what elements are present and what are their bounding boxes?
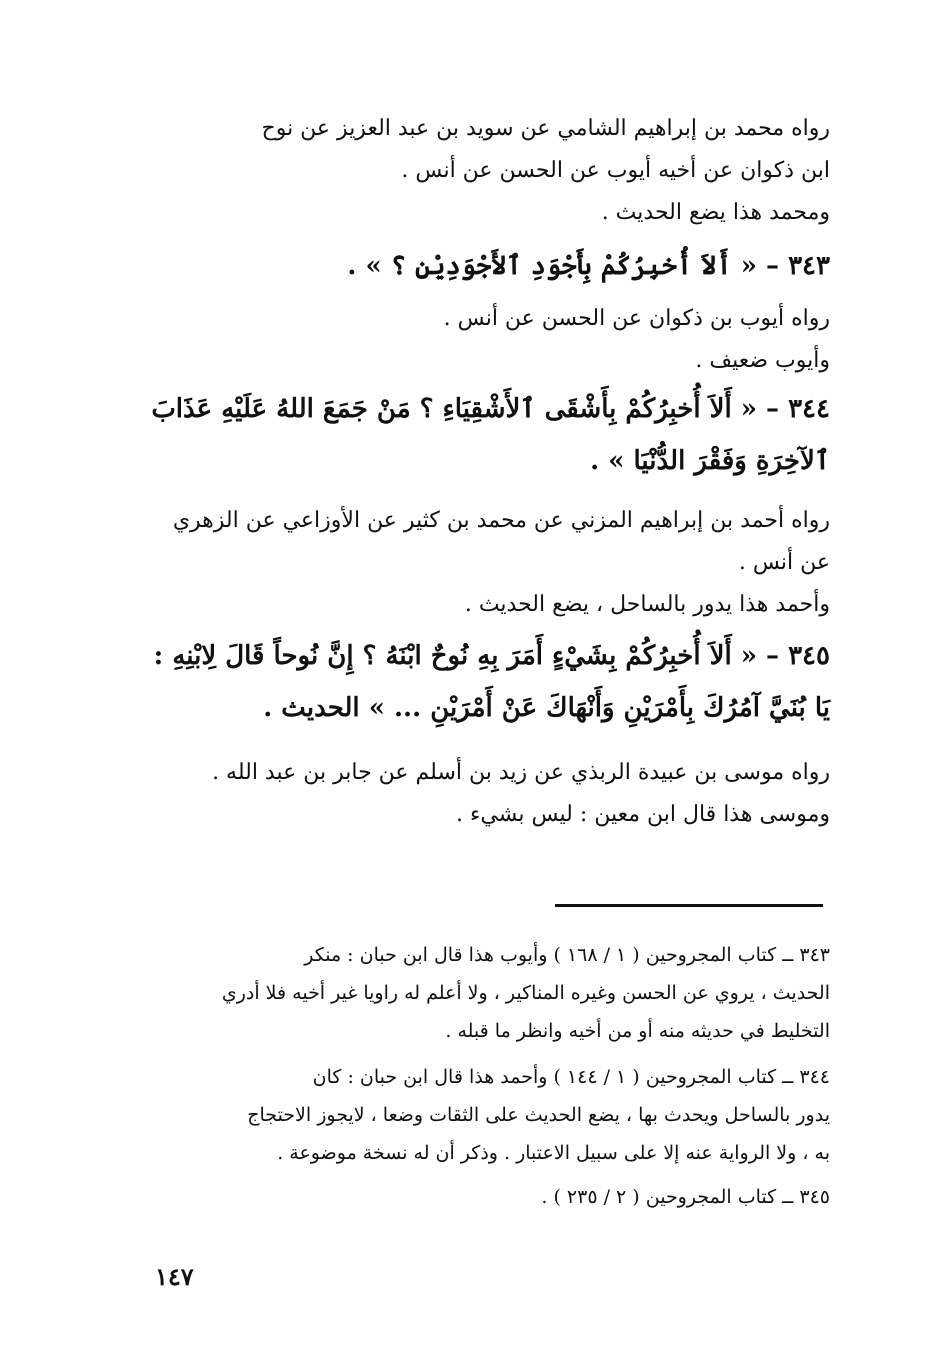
text-line: ابن ذكوان عن أخيه أيوب عن الحسن عن أنس . [401,158,830,183]
narration-block-3 [150,500,830,626]
footnote-line: ٣٤٥ ــ كتاب المجروحين ( ٢ / ٢٣٥ ) . [541,1186,830,1208]
text-line: وموسى هذا قال ابن معين : ليس بشيء . [456,802,830,827]
footnote-line: ٣٤٣ ــ كتاب المجروحين ( ١ / ١٦٨ ) وأيوب هذا قال ابن حبان : منكر [304,944,830,966]
text-line: عن أنس . [738,550,830,575]
footnote-343 [150,936,830,1050]
narration-block-2 [150,298,830,382]
narration-block-1 [150,108,830,234]
hadith-line: يَا بُنَيَّ آمُرُكَ بِأَمْرَيْنِ وَأَنْهَاكَ عَنْ أَمْرَيْنِ ... » الحديث . [263,693,830,723]
hadith-line: ٣٤٤ – « أَلاَ أُخبِرُكُمْ بِأَشْقَى ٱلأَشْقِيَاءِ ؟ مَنْ جَمَعَ اللهُ عَلَيْهِ عَذَابَ [151,394,830,424]
hadith-344 [150,383,830,487]
footnote-line: التخليط في حديثه منه أو من أخيه وانظر ما قبله . [445,1020,830,1042]
text-line: ومحمد هذا يضع الحديث . [601,200,830,225]
hadith-345 [150,630,830,734]
footnote-line: يدور بالساحل ويحدث بها ، يضع الحديث على الثقات وضعا ، لايجوز الاحتجاج [247,1104,830,1126]
text-line: رواه محمد بن إبراهيم الشامي عن سويد بن عبد العزيز عن نوح [261,116,830,141]
hadith-line: ٣٤٥ – « أَلاَ أُخبِرُكُمْ بِشَيْءٍ أَمَرَ بِهِ نُوحٌ ابْنَهُ ؟ إِنَّ نُوحاً قَالَ لِابْنِهِ : [153,641,830,671]
text-line: وأحمد هذا يدور بالساحل ، يضع الحديث . [464,592,830,617]
text-line: وأيوب ضعيف . [695,348,830,373]
text-line: رواه موسى بن عبيدة الربذي عن زيد بن أسلم عن جابر بن عبد الله . [212,760,830,785]
footnote-345 [150,1178,830,1216]
hadith-343 [150,240,830,292]
text-line: رواه أحمد بن إبراهيم المزني عن محمد بن كثير عن الأوزاعي عن الزهري [172,508,830,533]
hadith-line: ٱلآخِرَةِ وَفَقْرَ الدُّنْيَا » . [590,446,830,476]
footnote-divider [555,904,823,907]
page-number: ١٤٧ [155,1262,194,1291]
hadith-line: ٣٤٣ – « أَلاَ أُخبِرُكُمْ بِأَجْوَدِ ٱلأَجْوَدِيْنِ ؟ » . [347,251,830,281]
footnote-line: الحديث ، يروي عن الحسن وغيره المناكير ، ولا أعلم له راويا غير أخيه فلا أدري [221,982,830,1004]
footnote-line: ٣٤٤ ــ كتاب المجروحين ( ١ / ١٤٤ ) وأحمد هذا قال ابن حبان : كان [312,1066,830,1088]
text-line: رواه أيوب بن ذكوان عن الحسن عن أنس . [443,306,830,331]
footnote-line: به ، ولا الرواية عنه إلا على سبيل الاعتبار . وذكر أن له نسخة موضوعة . [277,1142,830,1164]
narration-block-4 [150,752,830,836]
footnote-344 [150,1058,830,1172]
